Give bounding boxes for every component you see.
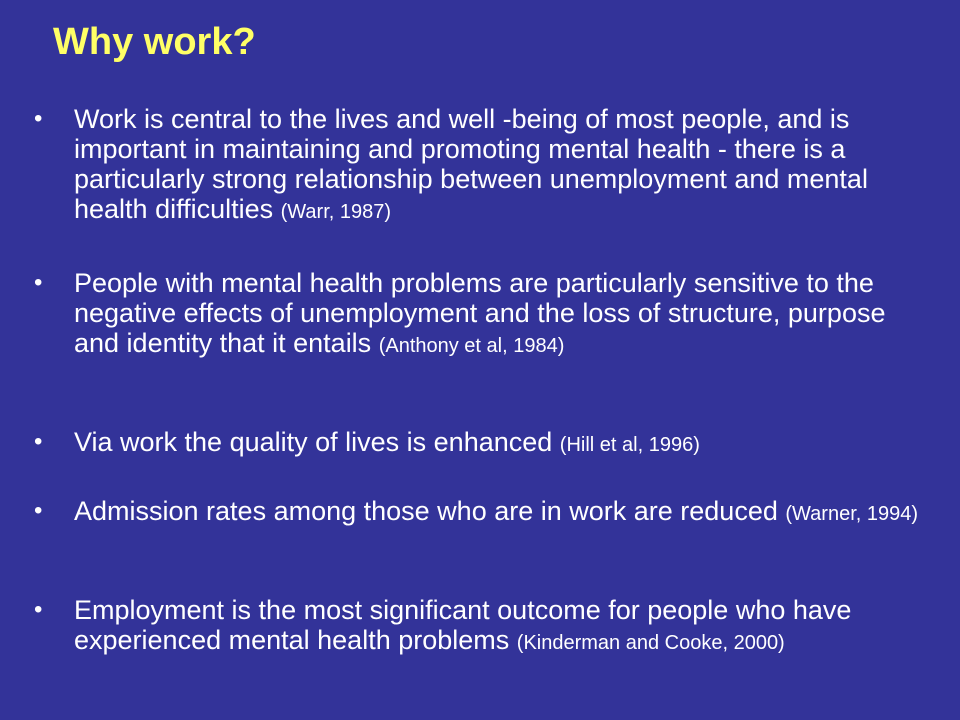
bullet-citation: (Anthony et al, 1984) (378, 335, 565, 357)
bullet-citation: (Warner, 1994) (785, 503, 919, 525)
bullet-text (74, 268, 934, 361)
bullet-dot: • (34, 269, 43, 296)
bullet-body: Work is central to the lives and well -being of most people, and is important in maintaining and promoting mental health - there is a particularly strong relationship between unemployment and mental health difficulties (74, 104, 868, 224)
bullet-body: People with mental health problems are particularly sensitive to the negative effects of unemployment and the loss of structure, purpose and identity that it entails (74, 268, 886, 358)
bullet-citation: (Kinderman and Cooke, 2000) (516, 632, 785, 654)
bullet-text (74, 427, 934, 460)
bullet-text (74, 595, 934, 658)
slide-title: Why work? (53, 21, 256, 63)
bullet-citation: (Hill et al, 1996) (559, 434, 700, 456)
bullet-dot: • (34, 105, 43, 132)
bullet-body: Employment is the most significant outcome for people who have experienced mental health problems (74, 595, 852, 655)
bullet-dot: • (34, 428, 43, 455)
bullet-text (74, 496, 934, 529)
bullet-text (74, 104, 934, 227)
bullet-body: Admission rates among those who are in work are reduced (74, 496, 778, 526)
bullet-citation: (Warr, 1987) (280, 201, 392, 223)
bullet-body: Via work the quality of lives is enhanced (74, 427, 553, 457)
bullet-dot: • (34, 497, 43, 524)
bullet-dot: • (34, 596, 43, 623)
